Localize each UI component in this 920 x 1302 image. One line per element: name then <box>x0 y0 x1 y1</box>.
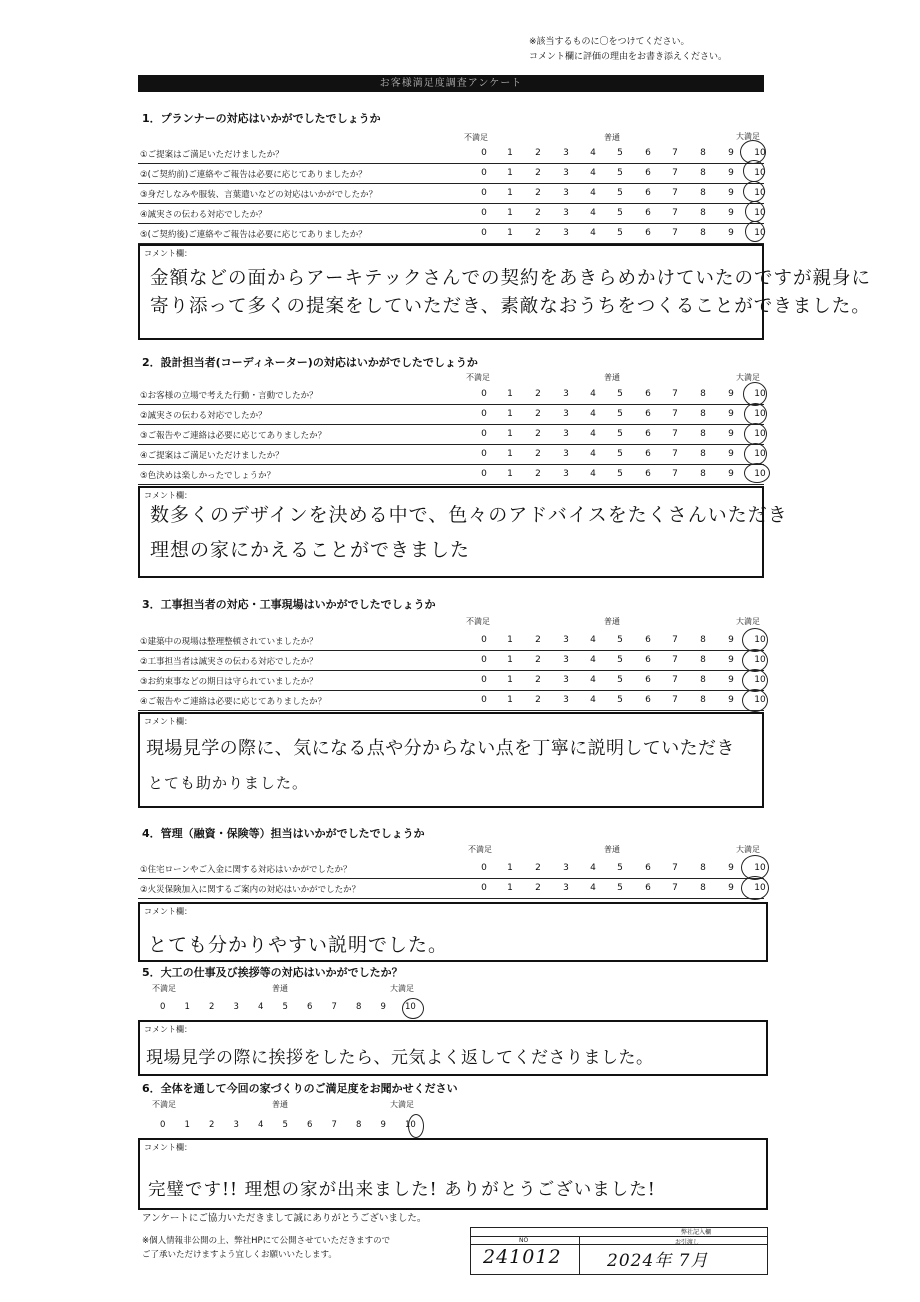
scale-number: 5 <box>617 389 623 399</box>
scale-number: 10 <box>754 635 766 645</box>
scale-number: 2 <box>535 228 541 238</box>
question-text: ③ご報告やご連絡は必要に応じてありましたか？ <box>140 431 327 441</box>
scale-number: 3 <box>563 469 569 479</box>
scale-number: 4 <box>590 883 596 893</box>
scale-number: 4 <box>590 863 596 873</box>
scale-number: 9 <box>728 228 734 238</box>
scale-number: 7 <box>672 148 678 158</box>
scale-number: 0 <box>481 695 487 705</box>
scale-number: 3 <box>233 1120 239 1130</box>
scale-number: 2 <box>535 469 541 479</box>
scale-number: 1 <box>507 208 513 218</box>
scale-high-label: 大満足 <box>736 845 760 854</box>
score-circle-mark <box>743 160 765 182</box>
scale-number: 3 <box>563 429 569 439</box>
scale-number: 3 <box>563 863 569 873</box>
question-text: ④ご報告やご連絡は必要に応じてありましたか？ <box>140 697 327 707</box>
scale-number: 8 <box>700 469 706 479</box>
scale-high-label: 大満足 <box>736 132 760 141</box>
scale-number: 3 <box>563 655 569 665</box>
scale-number: 4 <box>590 675 596 685</box>
scale-number: 5 <box>617 208 623 218</box>
scale-number: 5 <box>617 429 623 439</box>
scale-number: 5 <box>617 168 623 178</box>
comment-label: コメント欄： <box>144 491 192 500</box>
question-text: ③お約束事などの期日は守られていましたか？ <box>140 677 318 687</box>
comment-6-line-1: 完璧です!! 理想の家が出来ました! ありがとうございました! <box>148 1180 656 1200</box>
scale-number: 7 <box>672 188 678 198</box>
scale-mid-label: 普通 <box>604 133 620 142</box>
scale-number: 2 <box>535 168 541 178</box>
scale-number: 4 <box>590 188 596 198</box>
score-circle-mark <box>408 1114 424 1138</box>
footer-note-1: ※個人情報非公開の上、弊社HPにて公開させていただきますので <box>142 1236 391 1246</box>
scale-number: 0 <box>481 863 487 873</box>
question-text: ①ご提案はご満足いただけましたか？ <box>140 150 284 160</box>
scale-number: 10 <box>754 863 766 873</box>
scale-number: 7 <box>672 695 678 705</box>
scale-number: 2 <box>535 675 541 685</box>
scale-number: 9 <box>728 429 734 439</box>
scale-number: 6 <box>645 389 651 399</box>
scale-number: 4 <box>590 228 596 238</box>
scale-number: 7 <box>672 168 678 178</box>
scale-number: 4 <box>590 635 596 645</box>
office-record-table <box>470 1227 768 1275</box>
scale-number: 5 <box>617 695 623 705</box>
score-circle-mark <box>743 181 765 202</box>
scale-number: 7 <box>672 469 678 479</box>
question-text: ②(ご契約前)ご連絡やご報告は必要に応じてありましたか？ <box>140 170 367 180</box>
comment-2-line-2: 理想の家にかえることができました <box>150 539 471 561</box>
footer-thanks: アンケートにご協力いただきまして誠にありがとうございました。 <box>142 1213 427 1224</box>
scale-number: 1 <box>184 1002 190 1012</box>
comment-4-line-1: とても分かりやすい説明でした。 <box>148 934 449 956</box>
scale-number: 1 <box>507 409 513 419</box>
question-text: ④誠実さの伝わる対応でしたか？ <box>140 210 267 220</box>
scale-number: 1 <box>507 675 513 685</box>
comment-label: コメント欄： <box>144 249 192 258</box>
comment-box-3 <box>138 712 764 808</box>
scale-number: 7 <box>672 429 678 439</box>
comment-label: コメント欄： <box>144 1025 192 1034</box>
scale-number: 5 <box>617 883 623 893</box>
scale-number: 10 <box>754 449 766 459</box>
scale-number: 1 <box>507 228 513 238</box>
scale-number: 10 <box>754 695 766 705</box>
scale-number: 6 <box>645 635 651 645</box>
scale-number: 9 <box>728 389 734 399</box>
scale-number: 2 <box>535 883 541 893</box>
scale-number: 10 <box>754 228 766 238</box>
scale-number: 5 <box>617 655 623 665</box>
scale-number: 8 <box>700 208 706 218</box>
scale-number: 0 <box>481 449 487 459</box>
scale-number: 8 <box>700 883 706 893</box>
scale-number: 9 <box>728 168 734 178</box>
scale-number: 0 <box>481 228 487 238</box>
scale-mid-label: 普通 <box>604 845 620 854</box>
scale-number: 2 <box>535 429 541 439</box>
question-text: ①建築中の現場は整理整頓されていましたか？ <box>140 637 318 647</box>
scale-number: 4 <box>590 449 596 459</box>
scale-number: 2 <box>535 188 541 198</box>
scale-number: 2 <box>535 148 541 158</box>
scale-high-label: 大満足 <box>736 373 760 382</box>
scale-number: 1 <box>507 449 513 459</box>
scale-number: 10 <box>754 188 766 198</box>
scale-number: 0 <box>481 469 487 479</box>
scale-number: 10 <box>754 409 766 419</box>
scale-number: 8 <box>700 409 706 419</box>
scale-number: 10 <box>754 389 766 399</box>
record-number: 241012 <box>483 1246 562 1268</box>
scale-number: 7 <box>672 449 678 459</box>
scale-number: 9 <box>728 188 734 198</box>
scale-number: 0 <box>481 148 487 158</box>
scale-number: 0 <box>481 429 487 439</box>
scale-number: 10 <box>754 429 766 439</box>
scale-number: 4 <box>590 168 596 178</box>
scale-low-label: 不満足 <box>466 373 490 382</box>
scale-low-label: 不満足 <box>468 845 492 854</box>
scale-number: 3 <box>563 635 569 645</box>
scale-high-label: 大満足 <box>390 1100 414 1109</box>
section-4-title: 4．管理（融資・保険等）担当はいかがでしたでしょうか <box>142 827 425 840</box>
scale-number: 9 <box>728 635 734 645</box>
scale-number: 6 <box>645 675 651 685</box>
scale-number: 8 <box>700 695 706 705</box>
comment-label: コメント欄： <box>144 717 192 726</box>
notice-line-2: コメント欄に評価の理由をお書き添えください。 <box>529 52 728 62</box>
scale-number: 5 <box>617 188 623 198</box>
scale-number: 4 <box>258 1120 264 1130</box>
scale-number: 9 <box>728 208 734 218</box>
scale-number: 10 <box>754 655 766 665</box>
delivery-label: お引渡し <box>675 1239 700 1246</box>
scale-number: 7 <box>672 208 678 218</box>
score-circle-mark <box>745 201 765 222</box>
scale-number: 6 <box>645 208 651 218</box>
scale-number: 1 <box>507 429 513 439</box>
scale-number: 7 <box>672 655 678 665</box>
comment-label: コメント欄： <box>144 907 192 916</box>
scale-number: 5 <box>282 1120 288 1130</box>
scale-number: 2 <box>535 863 541 873</box>
scale-number: 5 <box>617 675 623 685</box>
question-text: ①お客様の立場で考えた行動・言動でしたか？ <box>140 391 318 401</box>
scale-mid-label: 普通 <box>272 1100 288 1109</box>
notice-line-1: ※該当するものに〇をつけてください。 <box>529 37 690 47</box>
scale-number: 3 <box>563 409 569 419</box>
scale-number: 4 <box>590 148 596 158</box>
scale-number: 3 <box>563 449 569 459</box>
section-2-title: 2．設計担当者(コーディネーター)の対応はいかがでしたでしょうか <box>142 356 478 369</box>
question-row <box>138 183 764 204</box>
question-text: ①住宅ローンやご入金に関する対応はいかがでしたか？ <box>140 865 352 875</box>
scale-number: 0 <box>160 1120 166 1130</box>
scale-mid-label: 普通 <box>604 617 620 626</box>
scale-number: 10 <box>754 469 766 479</box>
scale-number: 6 <box>645 695 651 705</box>
scale-number: 4 <box>590 469 596 479</box>
section-1-title: 1．プランナーの対応はいかがでしたでしょうか <box>142 112 381 125</box>
scale-number: 1 <box>184 1120 190 1130</box>
scale-number: 2 <box>535 409 541 419</box>
scale-number: 8 <box>700 429 706 439</box>
scale-number: 10 <box>754 148 766 158</box>
form-title: お客様満足度調査アンケート <box>138 75 764 92</box>
scale-number: 6 <box>645 449 651 459</box>
scale-number: 8 <box>700 675 706 685</box>
scale-number: 10 <box>754 883 766 893</box>
comment-2-line-1: 数多くのデザインを決める中で、色々のアドバイスをたくさんいただき <box>150 504 788 526</box>
question-text: ②誠実さの伝わる対応でしたか？ <box>140 411 267 421</box>
scale-number: 4 <box>258 1002 264 1012</box>
question-row <box>138 143 764 164</box>
scale-number: 7 <box>672 389 678 399</box>
scale-number: 9 <box>728 675 734 685</box>
question-text: ②工事担当者は誠実さの伝わる対応でしたか？ <box>140 657 318 667</box>
scale-number: 10 <box>405 1120 416 1130</box>
question-row <box>138 630 764 651</box>
scale-number: 9 <box>728 863 734 873</box>
scale-number: 8 <box>356 1120 362 1130</box>
scale-number: 5 <box>617 469 623 479</box>
scale-number: 5 <box>617 449 623 459</box>
scale-number: 1 <box>507 883 513 893</box>
scale-number: 9 <box>380 1120 386 1130</box>
scale-number: 0 <box>481 188 487 198</box>
scale-number: 7 <box>672 228 678 238</box>
scale-number: 1 <box>507 655 513 665</box>
scale-number: 6 <box>645 883 651 893</box>
section-5-title: 5．大工の仕事及び挨拶等の対応はいかがでしたか？ <box>142 966 403 979</box>
scale-number: 9 <box>728 655 734 665</box>
scale-mid-label: 普通 <box>604 373 620 382</box>
scale-high-label: 大満足 <box>736 617 760 626</box>
scale-number: 3 <box>563 208 569 218</box>
score-circle-mark <box>745 221 765 242</box>
scale-number: 2 <box>535 208 541 218</box>
scale-number: 1 <box>507 863 513 873</box>
scale-low-label: 不満足 <box>464 133 488 142</box>
scale-number: 4 <box>590 429 596 439</box>
scale-number: 3 <box>563 883 569 893</box>
question-row <box>138 464 764 485</box>
scale-number: 9 <box>728 148 734 158</box>
scale-number: 1 <box>507 695 513 705</box>
question-row <box>138 203 764 224</box>
scale-number: 7 <box>331 1002 337 1012</box>
scale-low-label: 不満足 <box>152 1100 176 1109</box>
scale-number: 6 <box>645 188 651 198</box>
comment-5-line-1: 現場見学の際に挨拶をしたら、元気よく返してくださりました。 <box>146 1048 654 1068</box>
scale-number: 0 <box>481 168 487 178</box>
table-divider <box>579 1236 580 1274</box>
scale-number: 2 <box>535 389 541 399</box>
question-text: ⑤(ご契約後)ご連絡やご報告は必要に応じてありましたか？ <box>140 230 367 240</box>
scale-number: 9 <box>728 449 734 459</box>
scale-number: 2 <box>535 635 541 645</box>
question-row <box>138 223 764 244</box>
scale-number: 1 <box>507 168 513 178</box>
scale-number: 3 <box>563 228 569 238</box>
scale-number: 0 <box>481 883 487 893</box>
scale-number: 10 <box>754 208 766 218</box>
score-circle-mark <box>744 443 767 465</box>
question-row <box>138 690 764 711</box>
question-row <box>138 444 764 465</box>
scale-number: 0 <box>481 675 487 685</box>
scale-number: 0 <box>160 1002 166 1012</box>
scale-number: 3 <box>233 1002 239 1012</box>
scale-number: 3 <box>563 148 569 158</box>
scale-number: 8 <box>700 228 706 238</box>
score-circle-mark <box>402 998 424 1019</box>
scale-high-label: 大満足 <box>390 984 414 993</box>
scale-number: 10 <box>754 168 766 178</box>
scale-number: 4 <box>590 208 596 218</box>
comment-3-line-2: とても助かりました。 <box>148 774 309 792</box>
scale-number: 6 <box>645 168 651 178</box>
scale-number: 8 <box>356 1002 362 1012</box>
scale-number: 1 <box>507 635 513 645</box>
scale-number: 2 <box>209 1120 215 1130</box>
scale-number: 8 <box>700 449 706 459</box>
scale-low-label: 不満足 <box>152 984 176 993</box>
table-divider <box>471 1236 767 1237</box>
scale-number: 6 <box>645 429 651 439</box>
question-row <box>138 424 764 445</box>
scale-number: 3 <box>563 188 569 198</box>
scale-number: 0 <box>481 389 487 399</box>
scale-number: 8 <box>700 389 706 399</box>
question-text: ⑤色決めは楽しかったでしょうか？ <box>140 471 276 481</box>
scale-number: 4 <box>590 409 596 419</box>
scale-low-label: 不満足 <box>466 617 490 626</box>
scale-number: 7 <box>672 635 678 645</box>
scale-number: 6 <box>645 409 651 419</box>
scale-number: 8 <box>700 168 706 178</box>
scale-number: 9 <box>380 1002 386 1012</box>
scale-number: 7 <box>672 675 678 685</box>
scale-number: 5 <box>617 635 623 645</box>
scale-number: 7 <box>331 1120 337 1130</box>
scale-number: 7 <box>672 883 678 893</box>
scale-number: 6 <box>307 1002 313 1012</box>
scale-number: 9 <box>728 883 734 893</box>
question-row <box>138 404 764 425</box>
scale-number: 5 <box>617 228 623 238</box>
scale-number: 0 <box>481 635 487 645</box>
score-circle-mark <box>742 689 768 712</box>
question-row <box>138 384 764 405</box>
scale-number: 5 <box>617 148 623 158</box>
scale-number: 8 <box>700 863 706 873</box>
scale-number: 4 <box>590 655 596 665</box>
scale-number: 2 <box>535 655 541 665</box>
question-row <box>138 670 764 691</box>
delivery-date: 2024年 7月 <box>607 1251 709 1271</box>
scale-number: 9 <box>728 469 734 479</box>
scale-number: 9 <box>728 409 734 419</box>
question-row <box>138 878 764 899</box>
scale-number: 8 <box>700 188 706 198</box>
scale-number: 5 <box>282 1002 288 1012</box>
scale-number: 6 <box>307 1120 313 1130</box>
scale-number: 6 <box>645 228 651 238</box>
scale-number: 7 <box>672 863 678 873</box>
scale-number: 3 <box>563 675 569 685</box>
footer-note-2: ご了承いただけますよう宜しくお願いいたします。 <box>142 1250 337 1260</box>
scale-number: 1 <box>507 188 513 198</box>
score-circle-mark <box>744 423 767 445</box>
question-row <box>138 163 764 184</box>
comment-1-line-2: 寄り添って多くの提案をしていただき、素敵なおうちをつくることができました。 <box>150 296 871 317</box>
score-circle-mark <box>741 876 769 900</box>
scale-number: 7 <box>672 409 678 419</box>
scale-number: 10 <box>405 1002 416 1012</box>
scale-number: 6 <box>645 469 651 479</box>
section-3-title: 3．工事担当者の対応・工事現場はいかがでしたでしょうか <box>142 598 436 611</box>
scale-number: 8 <box>700 148 706 158</box>
scale-number: 1 <box>507 148 513 158</box>
no-label: NO <box>519 1237 529 1244</box>
scale-number: 4 <box>590 389 596 399</box>
question-row <box>138 650 764 671</box>
scale-number: 5 <box>617 863 623 873</box>
scale-number: 9 <box>728 695 734 705</box>
scale-number: 0 <box>481 655 487 665</box>
scale-number: 6 <box>645 863 651 873</box>
question-row <box>138 858 764 879</box>
office-use-label: 弊社記入欄 <box>681 1229 712 1236</box>
score-circle-mark <box>744 463 770 483</box>
table-divider <box>471 1244 767 1245</box>
scale-number: 3 <box>563 695 569 705</box>
scale-number: 8 <box>700 655 706 665</box>
comment-label: コメント欄： <box>144 1143 192 1152</box>
scale-mid-label: 普通 <box>272 984 288 993</box>
scale-number: 10 <box>754 675 766 685</box>
scale-number: 3 <box>563 389 569 399</box>
scale-number: 6 <box>645 655 651 665</box>
question-text: ②火災保険加入に関するご案内の対応はいかがでしたか？ <box>140 885 361 895</box>
scale-number: 2 <box>535 449 541 459</box>
scale-number: 1 <box>507 469 513 479</box>
scale-number: 6 <box>645 148 651 158</box>
scale-number: 0 <box>481 409 487 419</box>
question-text: ③身だしなみや服装、言葉遣いなどの対応はいかがでしたか？ <box>140 190 378 200</box>
scale-number: 1 <box>507 389 513 399</box>
scale-number: 3 <box>563 168 569 178</box>
scale-number: 4 <box>590 695 596 705</box>
scale-number: 0 <box>481 208 487 218</box>
comment-3-line-1: 現場見学の際に、気になる点や分からない点を丁寧に説明していただき <box>146 738 735 759</box>
score-circle-mark <box>744 403 767 425</box>
section-6-title: 6．全体を通して今回の家づくりのご満足度をお聞かせください <box>142 1082 458 1095</box>
question-text: ④ご提案はご満足いただけましたか？ <box>140 451 284 461</box>
scale-number: 5 <box>617 409 623 419</box>
scale-number: 2 <box>535 695 541 705</box>
comment-1-line-1: 金額などの面からアーキテックさんでの契約をあきらめかけていたのですが親身に <box>150 268 871 289</box>
scale-number: 8 <box>700 635 706 645</box>
scale-number: 2 <box>209 1002 215 1012</box>
